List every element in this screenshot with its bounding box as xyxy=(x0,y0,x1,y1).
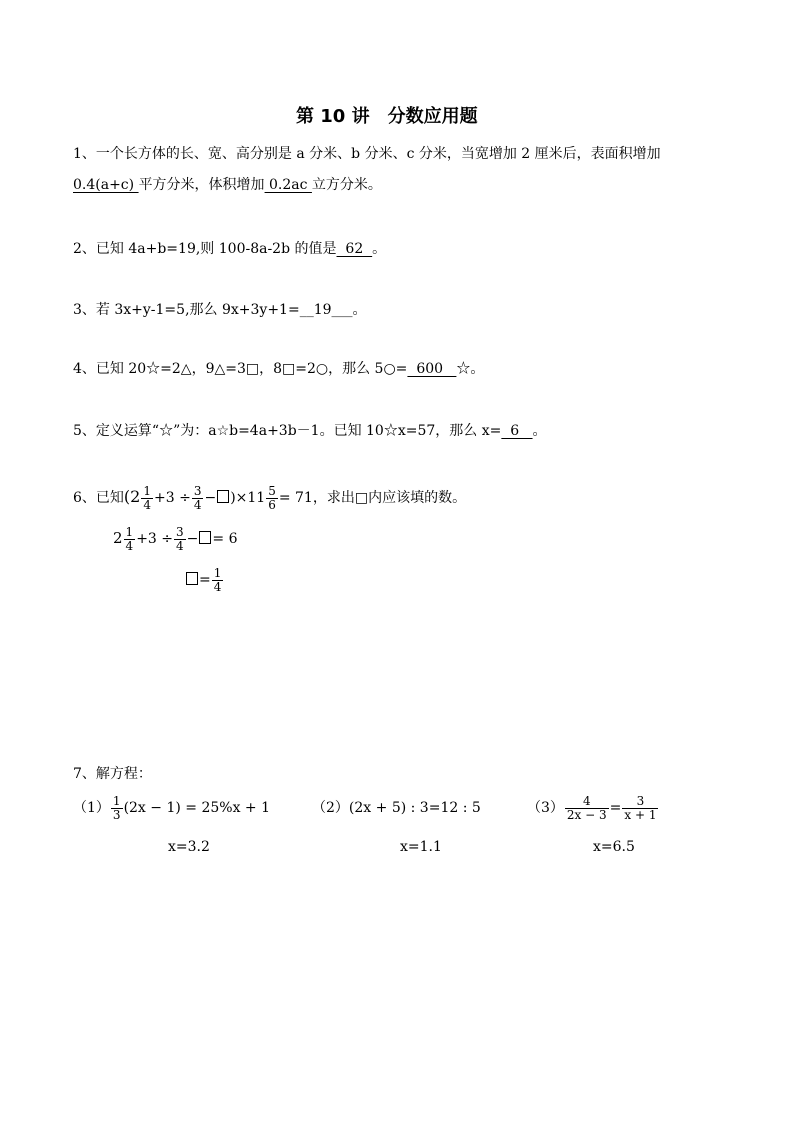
blank-box xyxy=(199,531,211,544)
math-text: )×11 xyxy=(230,490,266,506)
math-text: +3 ÷ xyxy=(136,531,174,547)
question-text: 5、定义运算“☆”为：a☆b=4a+3b－1。已知 10☆x=57，那么 x= xyxy=(73,423,502,439)
fraction-denominator: 3 xyxy=(112,807,121,822)
fraction-denominator: 4 xyxy=(176,538,184,553)
math-text: = xyxy=(609,800,622,816)
question-text: 平方分米，体积增加 xyxy=(138,177,265,193)
answer-blank: 600 xyxy=(407,361,457,377)
question-7-label: 7、解方程： xyxy=(73,766,152,782)
equation-label: （3） xyxy=(527,800,564,816)
equation-label: （2） xyxy=(312,800,349,816)
question-1-line-1: 1、一个长方体的长、宽、高分别是 a 分米、b 分米、c 分米，当宽增加 2 厘米后，表面积增加 xyxy=(73,146,661,162)
math-text: (2 xyxy=(123,487,141,506)
math-text: − xyxy=(186,531,199,547)
blank-box xyxy=(217,490,229,503)
question-text: 。 xyxy=(372,241,387,257)
answer-blank: 0.4(a+c) xyxy=(73,177,139,193)
question-text: 2、已知 4a+b=19,则 100-8a-2b 的值是 xyxy=(73,241,337,257)
math-text: = xyxy=(199,572,211,588)
fraction xyxy=(111,795,123,822)
fraction-denominator: 2x − 3 xyxy=(566,807,607,822)
equation-3 xyxy=(527,788,659,828)
fraction-numerator: 4 xyxy=(565,795,609,809)
math-text: (2x − 1) = 25%x + 1 xyxy=(123,800,271,816)
fraction-numerator: 3 xyxy=(622,795,658,809)
fraction xyxy=(565,795,609,822)
answer-blank: 0.2ac xyxy=(264,177,312,193)
question-6 xyxy=(73,477,466,518)
page-title: 第 10 讲 分数应用题 xyxy=(296,106,478,127)
question-3 xyxy=(73,301,367,319)
fraction xyxy=(174,526,186,553)
question-text: 6、已知 xyxy=(73,490,124,506)
answer-blank: 62 xyxy=(336,241,373,257)
question-6-step-2 xyxy=(185,560,224,600)
fraction-denominator: 6 xyxy=(268,497,276,512)
fraction xyxy=(212,567,224,594)
math-text: +3 ÷ xyxy=(153,490,191,506)
equation-2 xyxy=(312,799,481,817)
question-1-line-2 xyxy=(73,176,382,194)
math-text: = 71 xyxy=(278,490,313,506)
fraction-denominator: x + 1 xyxy=(624,807,657,822)
fraction xyxy=(192,485,204,512)
question-text: 4、已知 20☆=2△，9△=3□，8□=2○，那么 5○= xyxy=(73,361,408,377)
question-text: ，求出□内应该填的数。 xyxy=(312,490,467,506)
fraction-numerator: 1 xyxy=(143,483,151,498)
equation-1 xyxy=(73,788,270,828)
fraction xyxy=(266,485,278,512)
equation-label: （1） xyxy=(73,800,110,816)
equation-2-answer: x=1.1 xyxy=(400,839,442,855)
fraction xyxy=(141,485,153,512)
fraction xyxy=(622,795,658,822)
math-text: (2x + 5) : 3 xyxy=(348,800,429,816)
fraction-denominator: 4 xyxy=(125,538,134,553)
fraction-numerator: 1 xyxy=(125,524,134,539)
math-text: − xyxy=(204,490,217,506)
fraction-denominator: 4 xyxy=(213,579,222,594)
equation-1-answer: x=3.2 xyxy=(168,839,210,855)
question-6-step-1 xyxy=(113,518,237,559)
question-4 xyxy=(73,360,484,378)
fraction-numerator: 5 xyxy=(268,483,276,498)
question-2 xyxy=(73,240,386,258)
fraction-numerator: 3 xyxy=(176,524,184,539)
fraction-denominator: 4 xyxy=(143,497,151,512)
question-text: 。 xyxy=(532,423,547,439)
question-5 xyxy=(73,422,547,440)
answer-blank: __19___ xyxy=(299,302,353,318)
answer-blank: 6 xyxy=(501,423,533,439)
question-text: ☆。 xyxy=(456,361,485,377)
fraction-numerator: 1 xyxy=(112,793,121,808)
math-text: 2 xyxy=(113,529,123,547)
math-text: =12 : 5 xyxy=(428,800,481,816)
fraction-numerator: 3 xyxy=(193,483,202,498)
question-text: 立方分米。 xyxy=(311,177,382,193)
blank-box xyxy=(186,572,198,585)
fraction xyxy=(124,526,136,553)
question-text: 3、若 3x+y-1=5,那么 9x+3y+1= xyxy=(73,302,300,318)
fraction-denominator: 4 xyxy=(193,497,202,512)
fraction-numerator: 1 xyxy=(213,565,222,580)
math-text: = 6 xyxy=(212,531,238,547)
equation-3-answer: x=6.5 xyxy=(593,839,635,855)
question-text: 。 xyxy=(352,302,367,318)
